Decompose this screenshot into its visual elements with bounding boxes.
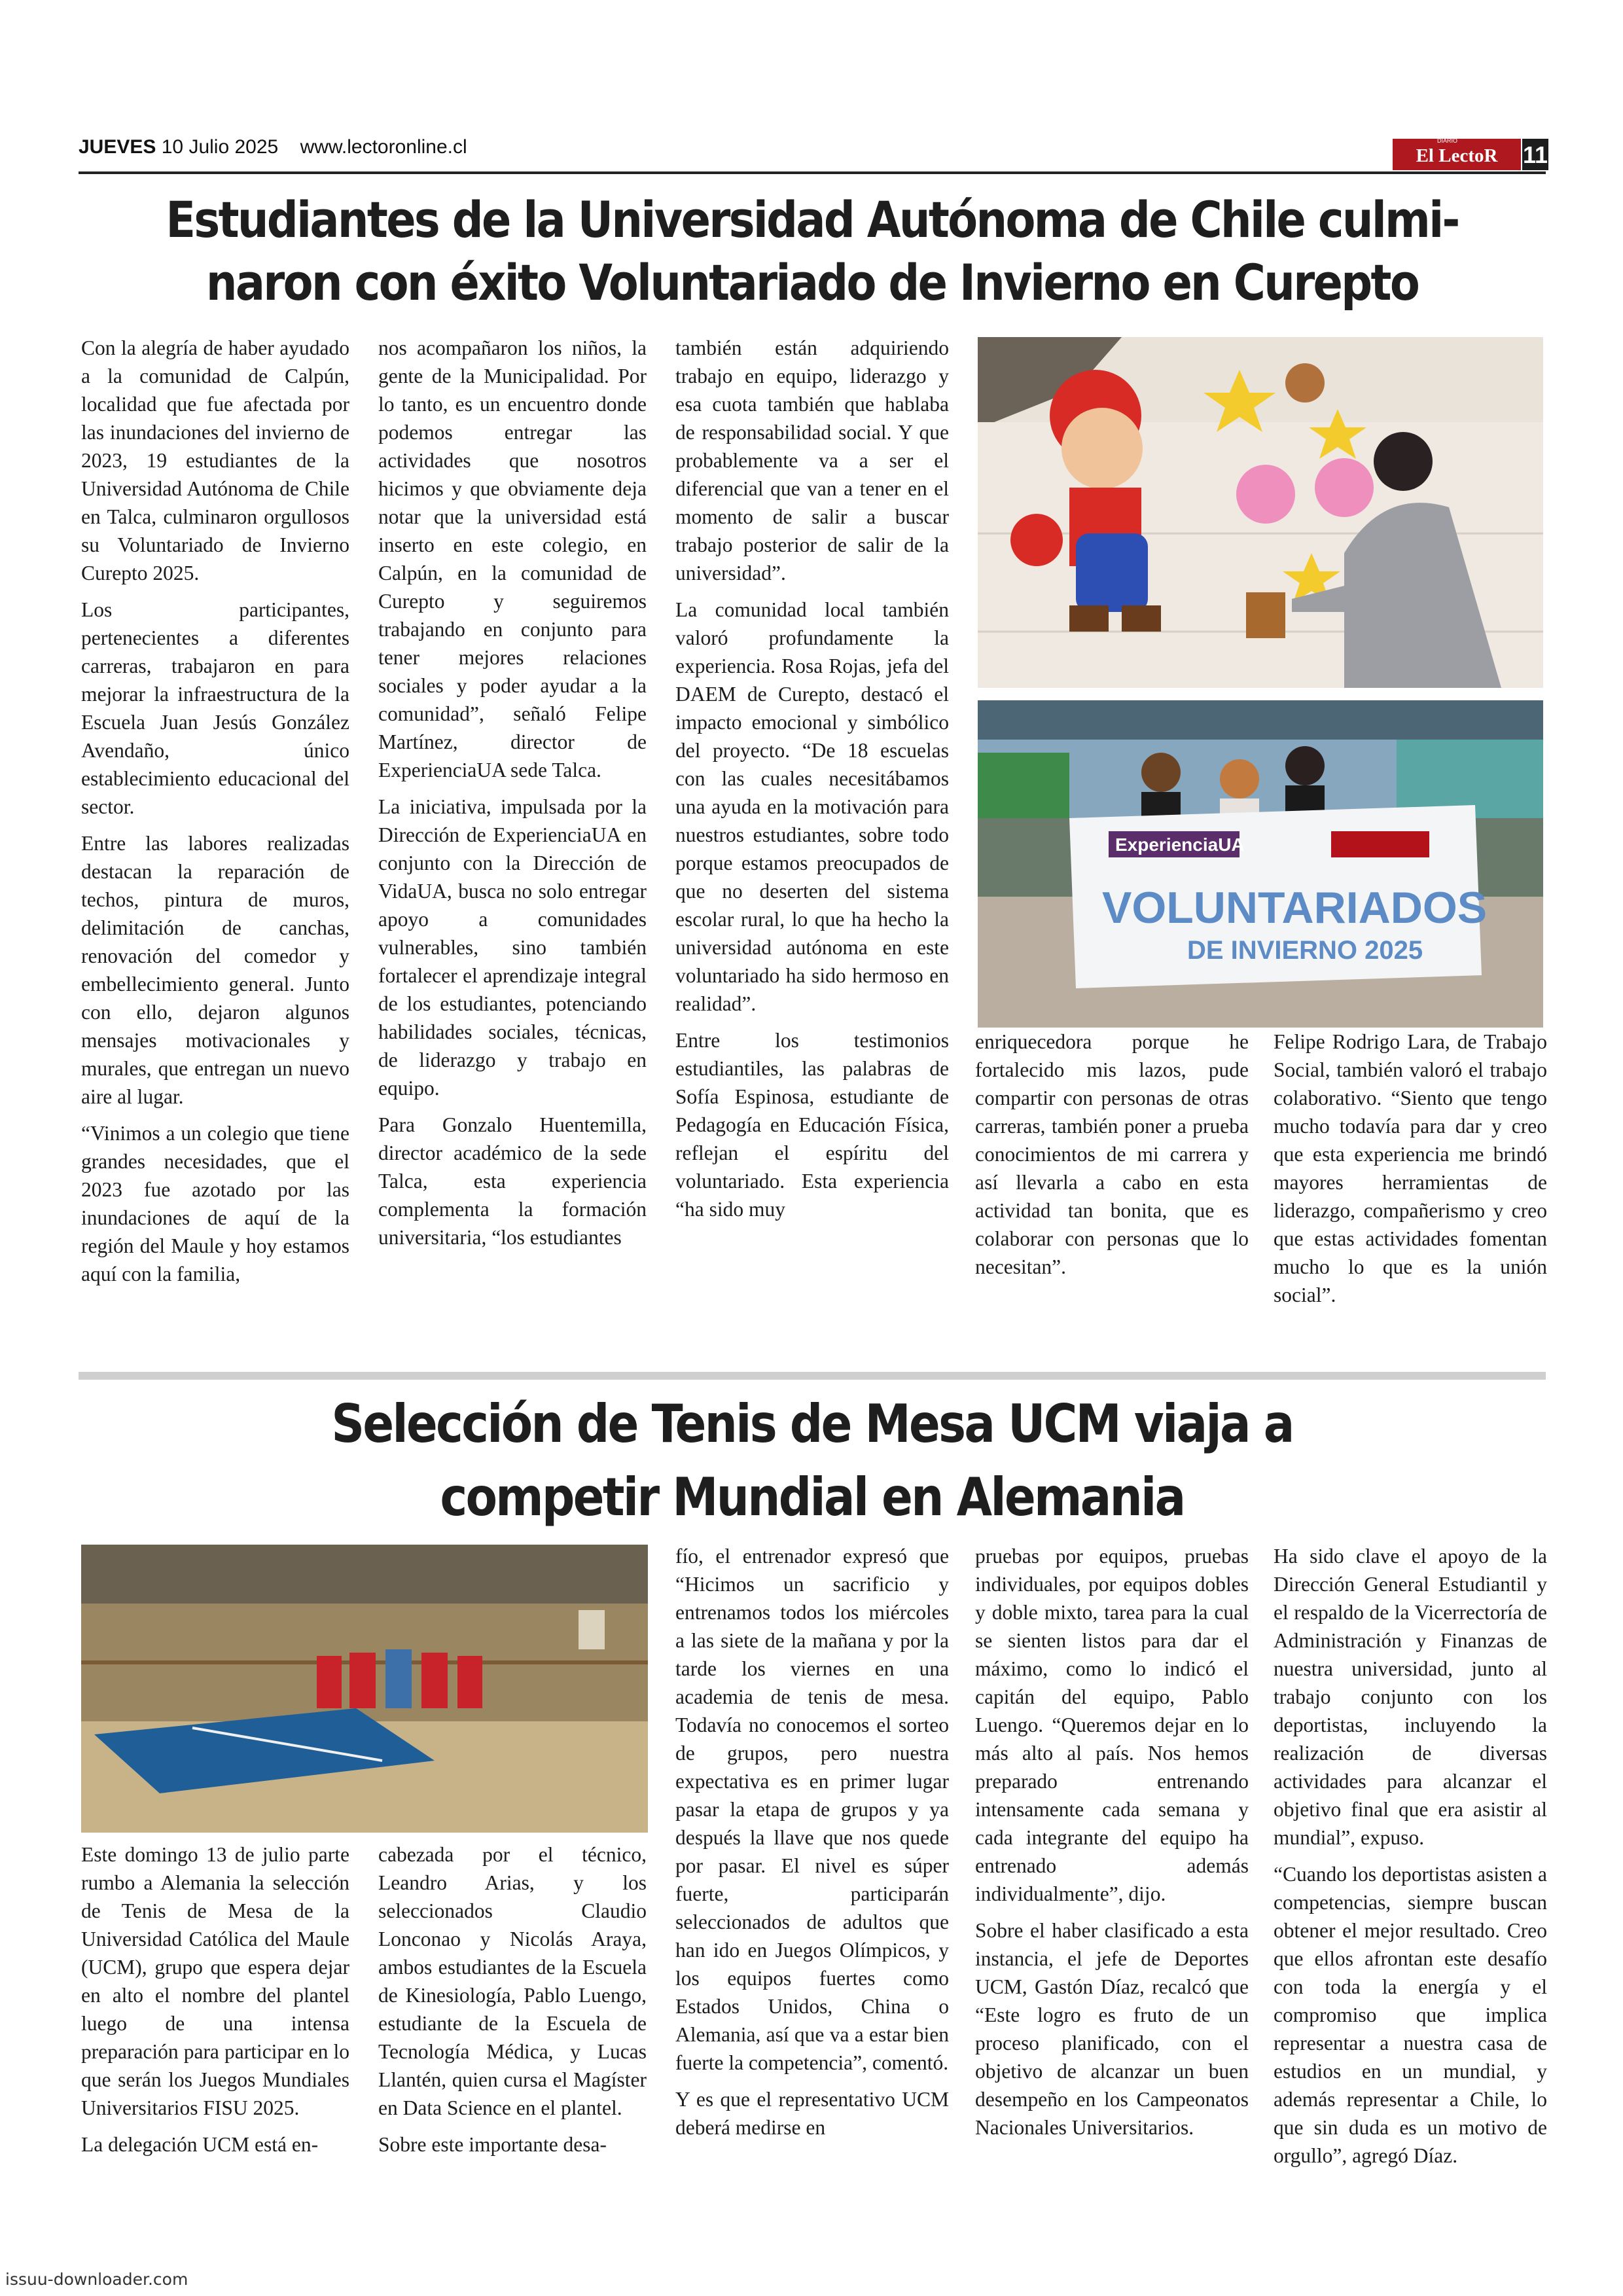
paragraph: enriquecedora porque he fortalecido mis lazos, pude compartir con personas de otras carreras, también poner a prueba conocimientos de mi carrera y así llevarla a cabo en esta actividad tan bonita, que es colaborar con personas que lo necesitan”. [975, 1030, 1249, 1278]
masthead-logo: El LectoR [1393, 139, 1521, 170]
article1-column-5 [1274, 1028, 1547, 1309]
watermark-footer: issuu-downloader.com [5, 2270, 188, 2289]
table-tennis-photo [81, 1545, 648, 1833]
banner-photo-image [978, 700, 1543, 1028]
website-link[interactable]: www.lectoronline.cl [300, 136, 467, 158]
banner-line2: DE INVIERNO 2025 [1187, 936, 1423, 965]
article1-column-4 [975, 1028, 1249, 1281]
paragraph: Este domingo 13 de julio parte rumbo a Alemania la selección de Tenis de Mesa de la Universidad Católica del Maule (UCM), grupo que espera dejar en alto el nombre del plantel luego de una intensa preparación para participar en lo que serán los Juegos Mundiales Universitarios FISU 2025. [81, 1843, 349, 2119]
paragraph: también están adquiriendo trabajo en equipo, liderazgo y esa cuota también que hablaba de responsabilidad social. Y que probablemente va a ser el diferencial que van a tener en el momento de salir a buscar trabajo posterior de salir de la universidad”. [675, 336, 949, 584]
article2-column-3 [675, 1542, 949, 2142]
mural-photo [978, 337, 1543, 688]
mural-photo-image [978, 337, 1543, 688]
article2-column-5 [1274, 1542, 1547, 2170]
players [317, 1649, 482, 1708]
paragraph: Sobre el haber clasificado a esta instancia, el jefe de Deportes UCM, Gastón Díaz, recalcó que “Este logro es fruto de un proceso planificado, con el objetivo de alcanzar un buen desempeño en los Campeonatos Nacionales Universitarios. [975, 1919, 1249, 2139]
issue-dateline [79, 136, 467, 158]
article1-column-2 [378, 334, 647, 1251]
article2-column-4 [975, 1542, 1249, 2142]
article1-headline-line1: Estudiantes de la Universidad Autónoma de Chile culmi- [166, 190, 1459, 249]
article2-column-1 [81, 1840, 349, 2159]
paragraph: Para Gonzalo Huentemilla, director académico de la sede Talca, esta experiencia complementa la formación universitaria, “los estudiantes [378, 1113, 647, 1249]
paragraph: fío, el entrenador expresó que “Hicimos un sacrificio y entrenamos todos los miércoles a las siete de la mañana y por la tarde los viernes en una academia de tenis de mesa. Todavía no conocemos el sorteo de grupos, pero nuestra expectativa es en primer lugar pasar la etapa de grupos y ya después la llave que nos quede por pasar. El nivel es súper fuerte, participarán seleccionados de adultos que han ido en Juegos Olímpicos, y los equipos fuertes como Estados Unidos, China o Alemania, así que va a estar bien fuerte la competencia”, comentó. [675, 1545, 949, 2074]
article1-column-1 [81, 334, 349, 1288]
paragraph: Entre las labores realizadas destacan la reparación de techos, pintura de muros, delimitación de canchas, renovación del comedor y embellecimiento general. Junto con ello, dejaron algunos mensajes motivacionales y murales, que entregan un nuevo aire al lugar. [81, 832, 349, 1108]
article1-headline [132, 188, 1493, 314]
paragraph: Con la alegría de haber ayudado a la comunidad de Calpún, localidad que fue afectada por las inundaciones del invierno de 2023, 19 estudiantes de la Universidad Autónoma de Chile en Talca, culminaron orgullosos su Voluntariado de Invierno Curepto 2025. [81, 336, 349, 584]
paragraph: Y es que el representativo UCM deberá medirse en [675, 2088, 949, 2139]
article2-column-2 [378, 1840, 647, 2159]
paragraph: “Cuando los deportistas asisten a competencias, siempre buscan obtener el mejor resultado. Creo que ellos afrontan este desafío con toda la energía y el compromiso que implica representar a nuestra casa de estudios en un mundial, y además representar a Chile, lo que sin duda es un motivo de orgullo”, agregó Díaz. [1274, 1863, 1547, 2167]
paragraph: nos acompañaron los niños, la gente de la Municipalidad. Por lo tanto, es un encuentro donde podemos entregar las actividades que nosotros hicimos y que obviamente deja notar que la universidad está inserto en este colegio, en Calpún, en la comunidad de Curepto y seguiremos trabajando en conjunto para tener mejores relaciones sociales y poder ayudar a la comunidad”, señaló Felipe Martínez, director de ExperienciaUA sede Talca. [378, 336, 647, 781]
paragraph: La iniciativa, impulsada por la Dirección de ExperienciaUA en conjunto con la Dirección de VidaUA, busca no solo entregar apoyo a comunidades vulnerables, sino también fortalecer el aprendizaje integral de los estudiantes, potenciando habilidades sociales, técnicas, de liderazgo y trabajo en equipo. [378, 795, 647, 1100]
banner-line1: VOLUNTARIADOS [1102, 883, 1488, 933]
masthead-tag: DIARIO [1437, 137, 1458, 144]
paragraph: Los participantes, pertenecientes a diferentes carreras, trabajaron en para mejorar la infraestructura de la Escuela Juan Jesús González Avendaño, único establecimiento educacional del sector. [81, 598, 349, 818]
header-rule [79, 171, 1546, 174]
banner-photo [978, 700, 1543, 1028]
paragraph: “Vinimos a un colegio que tiene grandes necesidades, que el 2023 fue azotado por las inundaciones de aquí de la región del Maule y hoy estamos aquí con la familia, [81, 1122, 349, 1285]
article-separator [79, 1372, 1546, 1380]
page-number: 11 [1522, 139, 1548, 170]
article2-headline-line2: competir Mundial en Alemania [440, 1467, 1185, 1528]
banner-brand: ExperienciaUA [1115, 834, 1245, 855]
table-tennis-photo-image [81, 1545, 648, 1833]
paragraph: La delegación UCM está en- [81, 2133, 319, 2156]
paragraph: Sobre este importante desa- [378, 2133, 607, 2156]
paragraph: pruebas por equipos, pruebas individuales, por equipos dobles y doble mixto, tarea para la cual se sienten listos para dar el máximo, como lo indicó el capitán del equipo, Pablo Luengo. “Queremos dejar en lo más alto al país. Nos hemos preparado entrenando intensamente cada semana y cada integrante del equipo ha entrenado además individualmente”, dijo. [975, 1545, 1249, 1905]
paragraph: Entre los testimonios estudiantiles, las palabras de Sofía Espinosa, estudiante de Pedagogía en Educación Física, reflejan el espíritu del voluntariado. Esta experiencia “ha sido muy [675, 1029, 949, 1221]
issue-date: 10 Julio 2025 [161, 136, 279, 158]
article2-headline-line1: Selección de Tenis de Mesa UCM viaja a [331, 1393, 1293, 1454]
paragraph: La comunidad local también valoró profundamente la experiencia. Rosa Rojas, jefa del DAEM de Curepto, destacó el impacto emocional y simbólico del proyecto. “De 18 escuelas con las cuales necesitábamos una ayuda en la motivación para nuestros estudiantes, sobre todo porque estamos preocupados de que no deserten del sistema escolar rural, lo que ha hecho la universidad autónoma en este voluntariado ha sido hermoso en realidad”. [675, 598, 949, 1015]
article2-headline [213, 1388, 1412, 1534]
article1-column-3 [675, 334, 949, 1223]
article1-headline-line2: naron con éxito Voluntariado de Invierno en Curepto [205, 253, 1419, 312]
paragraph: Ha sido clave el apoyo de la Dirección General Estudiantil y el respaldo de la Vicerrectoría de Administración y Finanzas de nuestra universidad, junto al trabajo conjunto con los deportistas, incluyendo la realización de diversas actividades para alcanzar el objetivo final que era asistir al mundial”, expuso. [1274, 1545, 1547, 1849]
issue-day: JUEVES [79, 136, 156, 158]
paragraph: Felipe Rodrigo Lara, de Trabajo Social, también valoró el trabajo colaborativo. “Siento que tengo mucho todavía para dar y creo que esta experiencia me brindó mayores herramientas de liderazgo, compañerismo y creo que estas actividades fomentan mucho lo que es la unión social”. [1274, 1030, 1547, 1306]
paragraph: cabezada por el técnico, Leandro Arias, y los seleccionados Claudio Lonconao y Nicolás Araya, ambos estudiantes de la Escuela de Kinesiología, Pablo Luengo, estudiante de la Escuela de Tecnología Médica, y Lucas Llantén, quien cursa el Magíster en Data Science en el plantel. [378, 1843, 647, 2119]
